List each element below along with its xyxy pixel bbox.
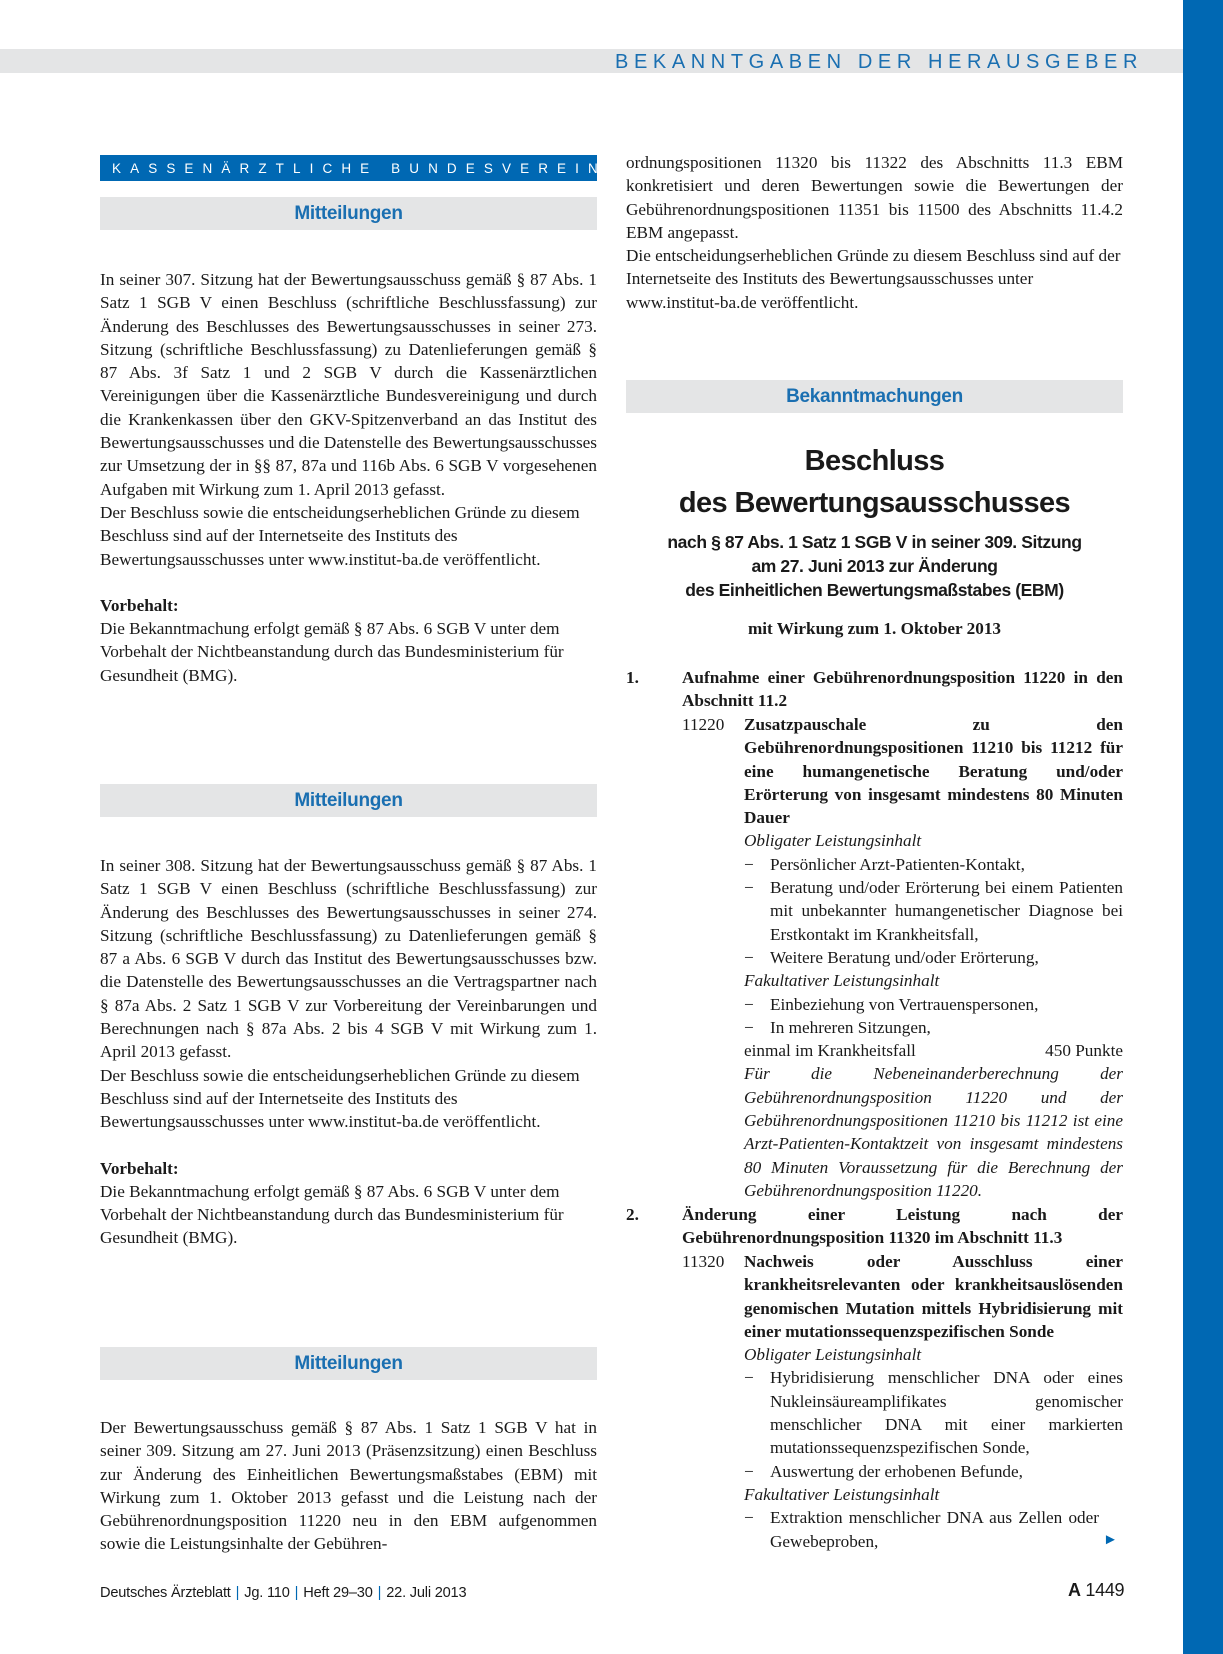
paragraph: Die entscheidungserheblichen Gründe zu diesem Beschluss sind auf der Internetseite des Instituts des Bewertungsausschusses unter www.institut-ba.de veröffentlicht. <box>626 246 1121 312</box>
list-item-text: Extraktion menschlicher DNA aus Zellen oder Gewebeproben, <box>770 1508 1099 1551</box>
page-number <box>1068 1580 1123 1601</box>
section-header-band <box>0 49 1183 73</box>
optional-label: Fakultativer Leistungsinhalt <box>744 971 940 991</box>
points-value: 450 Punkte <box>1045 1041 1123 1061</box>
paragraph: In seiner 307. Sitzung hat der Bewertungsausschuss gemäß § 87 Abs. 1 Satz 1 SGB V einen Beschluss (schriftliche Beschlussfassung) zur Änderung des Beschlusses des Bewertungsausschusses in seiner 273. Sitzung (schriftliche Beschlussfassung) zu Datenlieferungen gemäß § 87 Abs. 3f Satz 1 und 2 SGB V durch die Kassenärztlichen Vereinigungen über die Kassenärztliche Bundesvereinigung und durch die Krankenkassen über den GKV-Spitzenverband an das Institut des Bewertungsausschusses und die Datenstelle des Bewertungsausschusses zur Umsetzung der in §§ 87, 87a und 116b Abs. 6 SGB V vorgesehenen Aufgaben mit Wirkung zum 1. April 2013 gefasst. <box>100 270 597 499</box>
item-title-text: Aufnahme einer Gebührenordnungsposition 11220 in den Abschnitt 11.2 <box>682 668 1123 711</box>
list-item-text: Persönlicher Arzt-Patienten-Kontakt, <box>770 854 1025 874</box>
item-title <box>682 666 1123 713</box>
dash-bullet: − <box>744 878 754 898</box>
item-1-content <box>744 713 1123 1202</box>
resolution-title <box>626 440 1123 524</box>
paragraph: Der Beschluss sowie die entscheidungserheblichen Gründe zu diesem Beschluss sind auf der Internetseite des Instituts des Bewertungsausschusses unter www.institut-ba.de veröffentlicht. <box>100 1065 580 1132</box>
section-heading-2: Mitteilungen <box>100 784 597 817</box>
paragraph: In seiner 308. Sitzung hat der Bewertungsausschuss gemäß § 87 Abs. 1 Satz 1 SGB V einen Beschluss (schriftliche Beschlussfassung) zur Änderung des Beschlusses des Bewertungsausschusses in seiner 274. Sitzung (schriftliche Beschlussfassung) zu Datenlieferungen gemäß § 87 a Abs. 6 SGB V durch das Institut des Bewertungsausschusses bzw. die Datenstelle des Bewertungsausschusses an die Vertragspartner nach § 87a Abs. 2 Satz 1 SGB V zur Vorbereitung der Vereinbarungen und Berechnungen nach § 87a Abs. 2 bis 4 SGB V mit Wirkung zum 1. April 2013 gefasst. <box>100 856 597 1062</box>
section-heading-3: Mitteilungen <box>100 1347 597 1380</box>
page-prefix: A <box>1068 1580 1081 1600</box>
item-title <box>682 1203 1123 1250</box>
reserve-text: Die Bekanntmachung erfolgt gemäß § 87 Abs. 6 SGB V unter dem Vorbehalt der Nichtbeanstandung durch das Bundesministerium für Gesundheit (BMG). <box>100 619 564 685</box>
section-header-title: BEKANNTGABEN DER HERAUSGEBER <box>615 51 1143 73</box>
list-item <box>744 876 1123 946</box>
journal-volume: Jg. 110 <box>244 1585 290 1601</box>
mandatory-label: Obligater Leistungsinhalt <box>744 1345 922 1365</box>
dash-bullet: − <box>744 1461 754 1481</box>
list-item-text: Weitere Beratung und/oder Erörterung, <box>770 947 1039 967</box>
section-1-body <box>100 268 597 687</box>
reserve-label: Vorbehalt: <box>100 595 179 615</box>
section-2-body <box>100 854 597 1250</box>
dash-bullet: − <box>744 1368 754 1388</box>
paragraph: Der Bewertungsausschuss gemäß § 87 Abs. 1 Satz 1 SGB V hat in seiner 309. Sitzung am 27. Juni 2013 (Präsenzsitzung) einen Beschluss zur Änderung des Einheitlichen Bewertungsmaßstabes (EBM) mit Wirkung zum 1. Oktober 2013 gefasst und die Leistung nach der Gebührenordnungsposition 11220 neu in den EBM aufgenommen sowie die Leistungsinhalte der Gebühren- <box>100 1418 597 1554</box>
calculation-note: Für die Nebeneinanderberechnung der Gebührenordnungsposition 11220 und der Gebührenordnungspositionen 11210 bis 11212 ist eine Arzt-Patienten-Kontaktzeit von insgesamt mindestens 80 Minuten Voraussetzung für die Berechnung der Gebührenordnungsposition 11220. <box>744 1064 1123 1200</box>
title-line: des Bewertungsausschusses <box>678 487 1071 519</box>
optional-label: Fakultativer Leistungsinhalt <box>744 1484 940 1504</box>
fee-code: 11320 <box>682 1252 725 1271</box>
fee-description: Zusatzpauschale zu den Gebührenordnungspositionen 11210 bis 11212 für eine humangenetische Beratung und/oder Erörterung von insgesamt mindestens 80 Minuten Dauer <box>744 715 1123 828</box>
item-number: 1. <box>626 668 639 687</box>
list-item <box>744 946 1123 969</box>
list-item <box>744 1366 1123 1459</box>
footer-citation: Deutsches Ärzteblatt | Jg. 110 | Heft 29–30 | 22. Juli 2013 <box>100 1585 467 1601</box>
title-line: Beschluss <box>804 445 945 477</box>
continuation-text <box>626 151 1123 314</box>
paragraph: ordnungspositionen 11320 bis 11322 des Abschnitts 11.3 EBM konkretisiert und deren Bewertungen sowie die Bewertungen der Gebührenordnungspositionen 11351 bis 11500 des Abschnitts 11.4.2 EBM angepasst. <box>626 153 1123 242</box>
dash-bullet: − <box>744 1017 754 1037</box>
list-item <box>744 1016 1123 1039</box>
journal-issue: Heft 29–30 <box>303 1585 373 1601</box>
list-item-text: Einbeziehung von Vertrauenspersonen, <box>770 994 1039 1014</box>
journal-name: Deutsches Ärzteblatt <box>100 1585 231 1601</box>
edge-color-bar <box>1183 0 1223 1654</box>
subtitle-line: des Einheitlichen Bewertungsmaßstabes (EBM) <box>685 580 1064 600</box>
item-title-text: Änderung einer Leistung nach der Gebührenordnungsposition 11320 im Abschnitt 11.3 <box>682 1205 1123 1248</box>
item-2-content <box>744 1250 1123 1553</box>
frequency-points-row <box>744 1039 1123 1062</box>
list-item <box>744 993 1123 1016</box>
subtitle-line: nach § 87 Abs. 1 Satz 1 SGB V in seiner 309. Sitzung <box>667 532 1082 552</box>
dash-bullet: − <box>744 854 754 874</box>
list-item-text: In mehreren Sitzungen, <box>770 1017 931 1037</box>
journal-date: 22. Juli 2013 <box>386 1585 467 1601</box>
list-item-text: Auswertung der erhobenen Befunde, <box>770 1461 1023 1481</box>
fee-description: Nachweis oder Ausschluss einer krankheitsrelevanten oder krankheitsauslösenden genomischen Mutation mittels Hybridisierung mit einer mutationssequenzspezifischen Sonde <box>744 1252 1123 1341</box>
fee-code: 11220 <box>682 715 725 734</box>
list-item-text: Hybridisierung menschlicher DNA oder eines Nukleinsäureamplifikates genomischer menschlicher DNA mit einer markierten mutationssequenzspezifischen Sonde, <box>770 1368 1123 1458</box>
page-value: 1449 <box>1085 1580 1125 1600</box>
continue-arrow-icon: ► <box>1103 1532 1118 1548</box>
reserve-text: Die Bekanntmachung erfolgt gemäß § 87 Abs. 6 SGB V unter dem Vorbehalt der Nichtbeanstandung durch das Bundesministerium für Gesundheit (BMG). <box>100 1181 564 1248</box>
reserve-label: Vorbehalt: <box>100 1158 179 1178</box>
frequency: einmal im Krankheitsfall <box>744 1041 916 1061</box>
section-heading-1: Mitteilungen <box>100 197 597 230</box>
dash-bullet: − <box>744 994 754 1014</box>
bekanntmachungen-heading: Bekanntmachungen <box>626 380 1123 413</box>
subtitle-line: am 27. Juni 2013 zur Änderung <box>751 556 998 576</box>
list-item <box>744 853 1123 876</box>
org-band: KASSENÄRZTLICHE BUNDESVEREINIGUNG <box>100 155 597 181</box>
dash-bullet: − <box>744 1508 754 1528</box>
section-3-body <box>100 1416 597 1556</box>
list-item <box>744 1506 1099 1553</box>
resolution-subtitle <box>626 530 1123 602</box>
item-number: 2. <box>626 1205 639 1224</box>
list-item-text: Beratung und/oder Erörterung bei einem Patienten mit unbekannter humangenetischer Diagnose bei Erstkontakt im Krankheitsfall, <box>770 878 1123 944</box>
effective-date: mit Wirkung zum 1. Oktober 2013 <box>747 619 1002 638</box>
list-item <box>744 1460 1123 1483</box>
dash-bullet: − <box>744 947 754 967</box>
mandatory-label: Obligater Leistungsinhalt <box>744 831 922 851</box>
paragraph: Der Beschluss sowie die entscheidungserheblichen Gründe zu diesem Beschluss sind auf der Internetseite des Instituts des Bewertungsausschusses unter www.institut-ba.de veröffentlicht. <box>100 502 580 569</box>
